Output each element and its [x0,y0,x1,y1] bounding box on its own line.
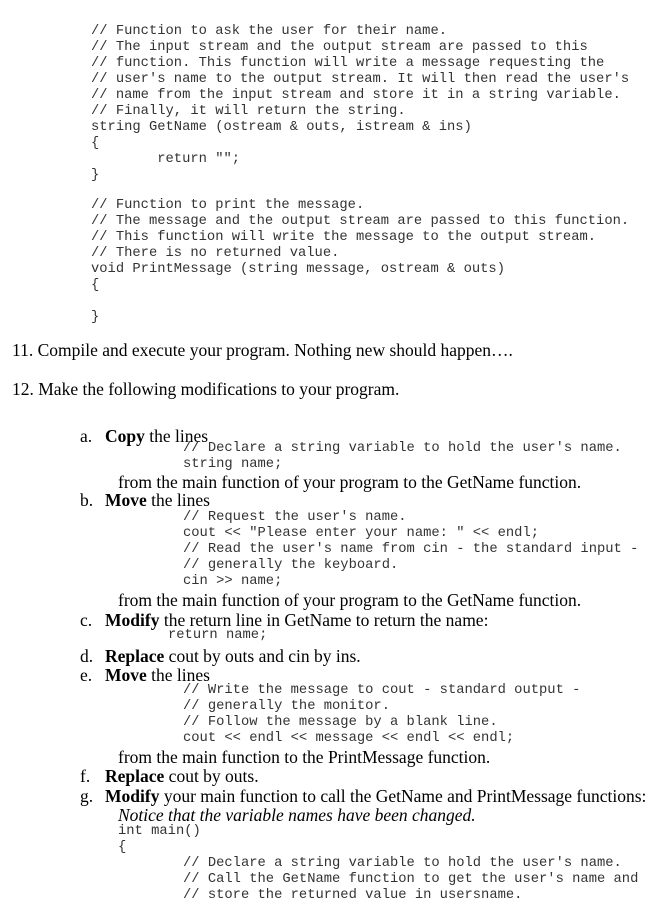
code-line: void PrintMessage (string message, ostream & outs) [91,262,505,277]
item-label: d. [80,646,94,666]
code-line: // The message and the output stream are passed to this function. [91,214,630,229]
step-11: 11. Compile and execute your program. Nothing new should happen…. [12,340,513,360]
code-line: // Declare a string variable to hold the user's name. [183,441,622,456]
item-text: cout by outs. [164,766,259,786]
item-label: g. [80,786,94,806]
code-line: // This function will write the message to the output stream. [91,230,597,245]
item-label: c. [80,610,93,630]
code-line: // Read the user's name from cin - the standard input - [183,542,639,557]
code-line: // user's name to the output stream. It will then read the user's [91,72,630,87]
code-line: cin >> name; [183,574,283,589]
item-text: your main function to call the GetName and PrintMessage functions: [159,786,647,806]
item-verb: Replace [105,646,165,666]
code-line: // name from the input stream and store it in a string variable. [91,88,621,103]
code-line: // generally the keyboard. [183,558,399,573]
code-line: cout << "Please enter your name: " << endl; [183,526,540,541]
item-verb: Modify [105,610,160,630]
item-after: from the main function of your program to the GetName function. [118,590,582,610]
item-label: f. [80,766,91,786]
code-line: return ""; [91,152,241,167]
item-text: the lines [146,490,210,510]
code-line: } [91,310,100,325]
code-line: // The input stream and the output stream are passed to this [91,40,588,55]
item-verb: Replace [105,766,165,786]
code-line: return name; [168,628,268,643]
item-after: from the main function of your program to the GetName function. [118,472,582,492]
code-line: // Function to print the message. [91,198,365,213]
code-line: { [91,136,100,151]
item-text: the lines [146,665,210,685]
item-instruction [105,766,259,786]
code-line: cout << endl << message << endl << endl; [183,731,515,746]
item-after: from the main function to the PrintMessage function. [118,747,491,767]
code-line: { [118,840,127,855]
item-text: the return line in GetName to return the name: [159,610,489,630]
code-line: { [91,278,100,293]
item-label: e. [80,665,93,685]
item-verb: Move [105,665,147,685]
item-note [118,805,476,825]
code-line: // Function to ask the user for their name. [91,24,448,39]
code-line: // Write the message to cout - standard output - [183,683,581,698]
code-line: // Request the user's name. [183,510,407,525]
code-line: string GetName (ostream & outs, istream & ins) [91,120,472,135]
item-instruction [105,610,488,630]
code-line: } [91,168,100,183]
code-line: // Finally, it will return the string. [91,104,406,119]
item-label: a. [80,426,93,446]
code-line: string name; [183,457,283,472]
note-text: Notice that the variable names have been changed. [118,805,476,825]
code-line: // Follow the message by a blank line. [183,715,498,730]
code-line: // Declare a string variable to hold the user's name. [183,856,622,871]
item-text: the lines [144,426,209,446]
item-text: cout by outs and cin by ins. [164,646,361,666]
item-instruction [105,490,210,510]
code-line: // store the returned value in usersname. [183,888,523,903]
code-line: // There is no returned value. [91,246,340,261]
item-verb: Move [105,490,147,510]
item-label: b. [80,490,94,510]
item-verb: Modify [105,786,160,806]
item-instruction [105,646,361,666]
item-verb: Copy [105,426,145,446]
step-12: 12. Make the following modifications to your program. [12,379,400,399]
code-line: int main() [118,824,201,839]
code-line: // generally the monitor. [183,699,390,714]
item-instruction [105,665,210,685]
code-line: // Call the GetName function to get the user's name and [183,872,639,887]
code-line: // function. This function will write a message requesting the [91,56,605,71]
item-instruction [105,786,646,806]
